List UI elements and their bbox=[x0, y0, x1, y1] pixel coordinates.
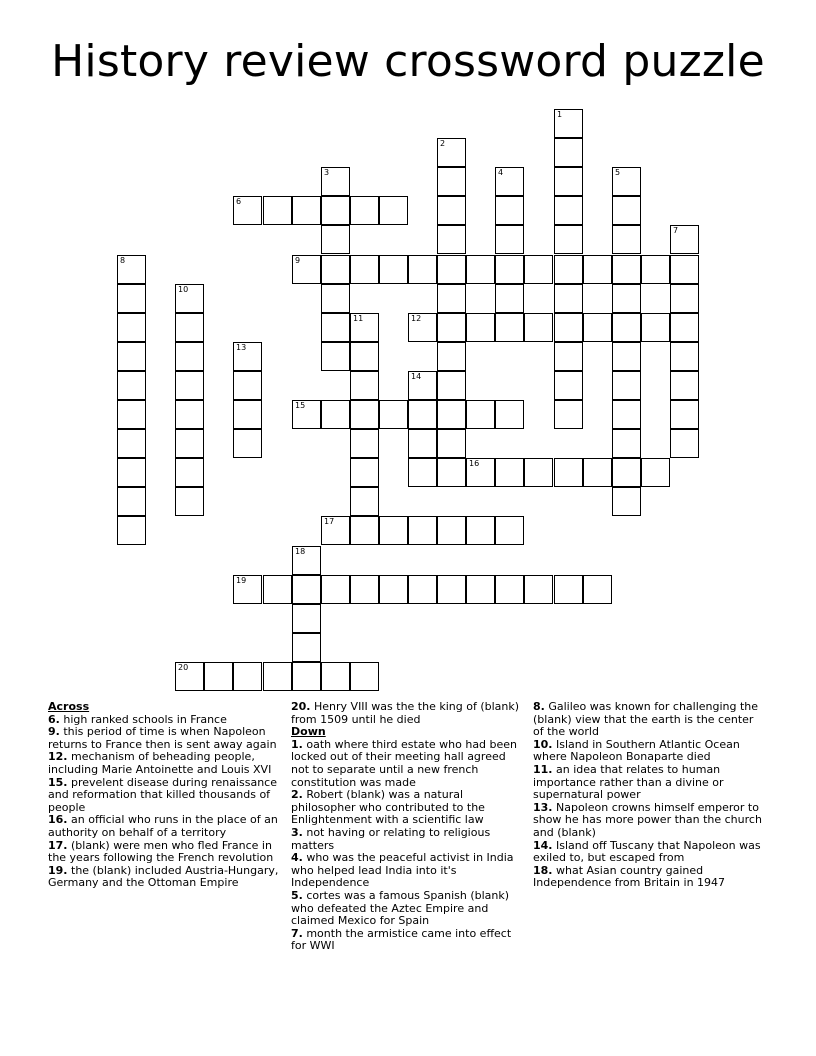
grid-cell[interactable] bbox=[437, 225, 466, 254]
grid-cell[interactable] bbox=[117, 429, 146, 458]
grid-cell[interactable] bbox=[292, 604, 321, 633]
page-title: History review crossword puzzle bbox=[51, 36, 765, 87]
grid-cell[interactable] bbox=[554, 196, 583, 225]
clue: 19. the (blank) included Austria-Hungary, Germany and the Ottoman Empire bbox=[48, 863, 279, 890]
grid-cell[interactable] bbox=[350, 458, 379, 487]
clue: 20. Henry VIII was the the king of (blank) from 1509 until he died bbox=[291, 700, 520, 726]
grid-cell[interactable] bbox=[321, 313, 350, 342]
across-heading: Across bbox=[48, 700, 90, 713]
grid-cell[interactable] bbox=[641, 313, 670, 342]
clue: 6. high ranked schools in France bbox=[48, 712, 227, 726]
grid-cell[interactable] bbox=[233, 662, 262, 691]
grid-cell[interactable] bbox=[670, 313, 699, 342]
grid-cell[interactable] bbox=[350, 342, 379, 371]
clue: 13. Napoleon crowns himself emperor to show he has more power than the church and (blank) bbox=[533, 800, 762, 839]
grid-cell[interactable] bbox=[292, 255, 321, 284]
clue-number: 17 bbox=[324, 517, 335, 526]
clue: 10. Island in Southern Atlantic Ocean where Napoleon Bonaparte died bbox=[533, 737, 740, 764]
grid-cell[interactable] bbox=[379, 196, 408, 225]
clue-column-1 bbox=[48, 701, 280, 890]
clue-number: 5 bbox=[615, 168, 621, 177]
grid-cell[interactable] bbox=[437, 458, 466, 487]
grid-cell[interactable] bbox=[495, 400, 524, 429]
down-heading: Down bbox=[291, 725, 326, 739]
grid-cell[interactable] bbox=[466, 516, 495, 545]
grid-cell[interactable] bbox=[437, 371, 466, 400]
grid-cell[interactable] bbox=[583, 575, 612, 604]
grid-cell[interactable] bbox=[117, 487, 146, 516]
clue-number: 13 bbox=[236, 343, 247, 352]
grid-cell[interactable] bbox=[321, 255, 350, 284]
grid-cell[interactable] bbox=[437, 196, 466, 225]
clue-number: 3 bbox=[324, 168, 330, 177]
grid-cell[interactable] bbox=[466, 575, 495, 604]
grid-cell[interactable] bbox=[583, 255, 612, 284]
grid-cell[interactable] bbox=[670, 371, 699, 400]
clue-number: 6 bbox=[236, 197, 242, 206]
grid-cell[interactable] bbox=[292, 400, 321, 429]
grid-cell[interactable] bbox=[554, 458, 583, 487]
grid-cell[interactable] bbox=[350, 196, 379, 225]
grid-cell[interactable] bbox=[379, 516, 408, 545]
grid-cell[interactable] bbox=[612, 225, 641, 254]
grid-cell[interactable] bbox=[641, 458, 670, 487]
grid-cell[interactable] bbox=[379, 575, 408, 604]
clue-number: 10 bbox=[178, 285, 189, 294]
grid-cell[interactable] bbox=[466, 458, 495, 487]
grid-cell[interactable] bbox=[612, 284, 641, 313]
grid-cell[interactable] bbox=[612, 196, 641, 225]
grid-cell[interactable] bbox=[321, 167, 350, 196]
grid-cell[interactable] bbox=[495, 516, 524, 545]
grid-cell[interactable] bbox=[292, 662, 321, 691]
grid-cell[interactable] bbox=[554, 255, 583, 284]
grid-cell[interactable] bbox=[554, 167, 583, 196]
grid-cell[interactable] bbox=[408, 255, 437, 284]
grid-cell[interactable] bbox=[641, 255, 670, 284]
clue-number: 19 bbox=[236, 576, 247, 585]
clue: 18. what Asian country gained Independence from Britain in 1947 bbox=[533, 863, 726, 890]
grid-cell[interactable] bbox=[437, 342, 466, 371]
grid-cell[interactable] bbox=[670, 400, 699, 429]
grid-cell[interactable] bbox=[350, 371, 379, 400]
grid-cell[interactable] bbox=[408, 516, 437, 545]
grid-cell[interactable] bbox=[437, 138, 466, 167]
grid-cell[interactable] bbox=[437, 400, 466, 429]
grid-cell[interactable] bbox=[437, 255, 466, 284]
grid-cell[interactable] bbox=[233, 429, 262, 458]
clue: 17. (blank) were men who fled France in the years following the French revolution bbox=[48, 838, 274, 865]
grid-cell[interactable] bbox=[117, 371, 146, 400]
grid-cell[interactable] bbox=[670, 284, 699, 313]
grid-cell[interactable] bbox=[466, 400, 495, 429]
grid-cell[interactable] bbox=[612, 400, 641, 429]
grid-cell[interactable] bbox=[175, 458, 204, 487]
grid-cell[interactable] bbox=[350, 429, 379, 458]
clue-number: 15 bbox=[295, 401, 306, 410]
grid-cell[interactable] bbox=[554, 284, 583, 313]
grid-cell[interactable] bbox=[379, 400, 408, 429]
grid-cell[interactable] bbox=[117, 516, 146, 545]
grid-cell[interactable] bbox=[583, 458, 612, 487]
grid-cell[interactable] bbox=[495, 255, 524, 284]
grid-cell[interactable] bbox=[350, 487, 379, 516]
clue: 3. not having or relating to religious matters bbox=[291, 825, 491, 852]
grid-cell[interactable] bbox=[554, 225, 583, 254]
grid-cell[interactable] bbox=[495, 284, 524, 313]
clue-column-2 bbox=[291, 701, 523, 953]
grid-cell[interactable] bbox=[321, 225, 350, 254]
grid-cell[interactable] bbox=[495, 458, 524, 487]
grid-cell[interactable] bbox=[437, 313, 466, 342]
grid-cell[interactable] bbox=[524, 313, 553, 342]
grid-cell[interactable] bbox=[321, 516, 350, 545]
clue: 5. cortes was a famous Spanish (blank) who defeated the Aztec Empire and claimed Mexico for Spain bbox=[291, 888, 510, 928]
grid-cell[interactable] bbox=[233, 575, 262, 604]
grid-cell[interactable] bbox=[408, 458, 437, 487]
clue: 9. this period of time is when Napoleon returns to France then is sent away again bbox=[48, 725, 277, 751]
clue-number: 8 bbox=[120, 256, 126, 265]
grid-cell[interactable] bbox=[408, 429, 437, 458]
grid-cell[interactable] bbox=[612, 342, 641, 371]
grid-cell[interactable] bbox=[670, 429, 699, 458]
grid-cell[interactable] bbox=[408, 400, 437, 429]
grid-cell[interactable] bbox=[670, 342, 699, 371]
grid-cell[interactable] bbox=[466, 313, 495, 342]
grid-cell[interactable] bbox=[233, 371, 262, 400]
clue-number: 18 bbox=[295, 547, 306, 556]
grid-cell[interactable] bbox=[350, 662, 379, 691]
grid-cell[interactable] bbox=[321, 400, 350, 429]
grid-cell[interactable] bbox=[263, 575, 292, 604]
grid-cell[interactable] bbox=[554, 400, 583, 429]
clue-number: 4 bbox=[498, 168, 504, 177]
clue-number: 11 bbox=[353, 314, 364, 323]
grid-cell[interactable] bbox=[437, 516, 466, 545]
grid-cell[interactable] bbox=[292, 575, 321, 604]
grid-cell[interactable] bbox=[175, 371, 204, 400]
clue: 14. Island off Tuscany that Napoleon was exiled to, but escaped from bbox=[533, 838, 761, 865]
clue: 4. who was the peaceful activist in India who helped lead India into it's Independence bbox=[291, 851, 514, 890]
grid-cell[interactable] bbox=[117, 458, 146, 487]
clue-column-3 bbox=[533, 701, 765, 890]
grid-cell[interactable] bbox=[321, 575, 350, 604]
grid-cell[interactable] bbox=[350, 575, 379, 604]
grid-cell[interactable] bbox=[554, 313, 583, 342]
grid-cell[interactable] bbox=[408, 371, 437, 400]
grid-cell[interactable] bbox=[495, 575, 524, 604]
grid-cell[interactable] bbox=[117, 400, 146, 429]
grid-cell[interactable] bbox=[670, 255, 699, 284]
grid-cell[interactable] bbox=[292, 633, 321, 662]
clue: 12. mechanism of beheading people, including Marie Antoinette and Louis XVI bbox=[48, 750, 272, 776]
grid-cell[interactable] bbox=[175, 313, 204, 342]
clue-number: 16 bbox=[469, 459, 480, 468]
grid-cell[interactable] bbox=[321, 196, 350, 225]
grid-cell[interactable] bbox=[263, 196, 292, 225]
grid-cell[interactable] bbox=[175, 400, 204, 429]
grid-cell[interactable] bbox=[554, 371, 583, 400]
grid-cell[interactable] bbox=[321, 662, 350, 691]
grid-cell[interactable] bbox=[670, 225, 699, 254]
grid-cell[interactable] bbox=[524, 575, 553, 604]
grid-cell[interactable] bbox=[554, 138, 583, 167]
clue-number: 14 bbox=[411, 372, 422, 381]
grid-cell[interactable] bbox=[612, 429, 641, 458]
grid-cell[interactable] bbox=[350, 313, 379, 342]
grid-cell[interactable] bbox=[321, 284, 350, 313]
grid-cell[interactable] bbox=[175, 662, 204, 691]
grid-cell[interactable] bbox=[437, 167, 466, 196]
grid-cell[interactable] bbox=[408, 313, 437, 342]
clue-number: 2 bbox=[440, 139, 446, 148]
grid-cell[interactable] bbox=[437, 429, 466, 458]
grid-cell[interactable] bbox=[117, 313, 146, 342]
grid-cell[interactable] bbox=[437, 575, 466, 604]
clue: 1. oath where third estate who had been locked out of their meeting hall agreed not to separate until a new french constitution was made bbox=[291, 737, 518, 789]
clue: 8. Galileo was known for challenging the (blank) view that the earth is the center of the world bbox=[533, 700, 759, 739]
grid-cell[interactable] bbox=[554, 342, 583, 371]
grid-cell[interactable] bbox=[612, 255, 641, 284]
grid-cell[interactable] bbox=[292, 196, 321, 225]
grid-cell[interactable] bbox=[466, 255, 495, 284]
grid-cell[interactable] bbox=[117, 342, 146, 371]
grid-cell[interactable] bbox=[495, 313, 524, 342]
grid-cell[interactable] bbox=[612, 458, 641, 487]
grid-cell[interactable] bbox=[292, 546, 321, 575]
grid-cell[interactable] bbox=[612, 313, 641, 342]
grid-cell[interactable] bbox=[612, 167, 641, 196]
grid-cell[interactable] bbox=[495, 196, 524, 225]
grid-cell[interactable] bbox=[612, 487, 641, 516]
grid-cell[interactable] bbox=[175, 487, 204, 516]
grid-cell[interactable] bbox=[175, 342, 204, 371]
grid-cell[interactable] bbox=[233, 342, 262, 371]
clue-number: 9 bbox=[295, 256, 301, 265]
grid-cell[interactable] bbox=[233, 400, 262, 429]
grid-cell[interactable] bbox=[175, 429, 204, 458]
grid-cell[interactable] bbox=[350, 516, 379, 545]
clue: 7. month the armistice came into effect for WWI bbox=[291, 926, 512, 953]
grid-cell[interactable] bbox=[408, 575, 437, 604]
grid-cell[interactable] bbox=[612, 371, 641, 400]
grid-cell[interactable] bbox=[233, 196, 262, 225]
grid-cell[interactable] bbox=[495, 167, 524, 196]
clue: 16. an official who runs in the place of an authority on behalf of a territory bbox=[48, 813, 278, 839]
grid-cell[interactable] bbox=[263, 662, 292, 691]
clue: 2. Robert (blank) was a natural philosopher who contributed to the Enlightenment with a scientific law bbox=[291, 788, 485, 827]
grid-cell[interactable] bbox=[321, 342, 350, 371]
grid-cell[interactable] bbox=[554, 575, 583, 604]
grid-cell[interactable] bbox=[117, 284, 146, 313]
clue-number: 1 bbox=[557, 110, 563, 119]
grid-cell[interactable] bbox=[350, 400, 379, 429]
grid-cell[interactable] bbox=[524, 255, 553, 284]
clue-number: 7 bbox=[673, 226, 679, 235]
clue: 11. an idea that relates to human importance rather than a divine or supernatural power bbox=[533, 762, 724, 802]
grid-cell[interactable] bbox=[437, 284, 466, 313]
clue-number: 12 bbox=[411, 314, 422, 323]
clue: 15. prevelent disease during renaissance and reformation that killed thousands of people bbox=[48, 775, 277, 814]
grid-cell[interactable] bbox=[495, 225, 524, 254]
grid-cell[interactable] bbox=[175, 284, 204, 313]
grid-cell[interactable] bbox=[583, 313, 612, 342]
grid-cell[interactable] bbox=[524, 458, 553, 487]
grid-cell[interactable] bbox=[350, 255, 379, 284]
grid-cell[interactable] bbox=[204, 662, 233, 691]
clue-number: 20 bbox=[178, 663, 189, 672]
grid-cell[interactable] bbox=[379, 255, 408, 284]
grid-cell[interactable] bbox=[117, 255, 146, 284]
grid-cell[interactable] bbox=[554, 109, 583, 138]
